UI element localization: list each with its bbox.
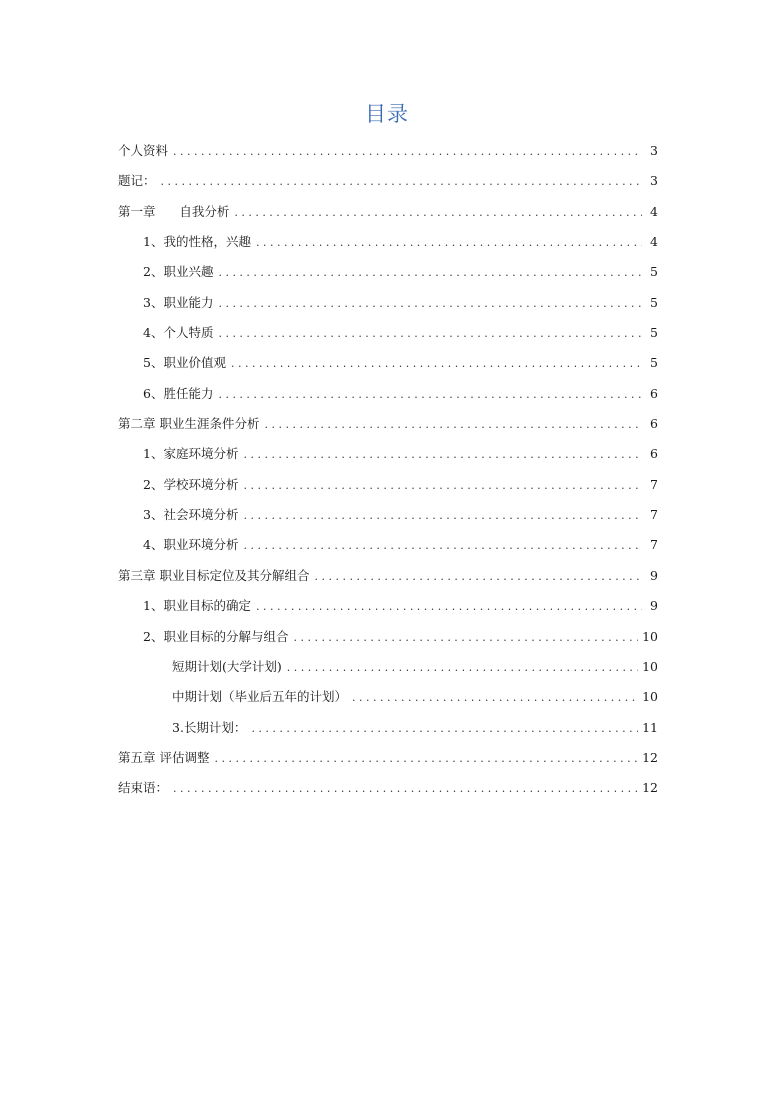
toc-dot-leader (214, 744, 638, 774)
toc-dot-leader (314, 562, 642, 592)
toc-dot-leader (251, 714, 638, 744)
toc-entry[interactable] (118, 136, 658, 166)
toc-dot-leader (256, 228, 642, 258)
toc-dot-leader (264, 410, 642, 440)
toc-entry-page-number: 9 (650, 567, 658, 583)
toc-entry-label: 结束语： (118, 780, 169, 796)
toc-entry[interactable] (118, 682, 658, 712)
toc-entry-label: 5、职业价值观 (143, 355, 226, 371)
toc-entry[interactable] (118, 530, 658, 560)
toc-entry-page-number: 12 (642, 780, 658, 796)
toc-entry-page-number: 7 (650, 476, 658, 492)
toc-entry-page-number: 12 (642, 749, 658, 765)
toc-entry[interactable] (118, 348, 658, 378)
toc-dot-leader (173, 774, 638, 804)
toc-entry-label: 个人资料 (118, 143, 169, 158)
toc-entry[interactable] (118, 227, 658, 257)
toc-entry-label: 第一章 自我分析 (118, 203, 230, 219)
toc-entry[interactable] (118, 561, 658, 591)
toc-entry[interactable] (118, 591, 658, 621)
toc-entry-page-number: 5 (650, 264, 658, 280)
toc-dot-leader (218, 289, 642, 319)
toc-entry-page-number: 10 (642, 628, 658, 644)
toc-dot-leader (243, 440, 642, 470)
toc-dot-leader (287, 653, 638, 683)
toc-entry-label: 3、社会环境分析 (143, 507, 239, 523)
toc-entry-page-number: 6 (650, 385, 658, 401)
toc-entry-label: 4、个人特质 (143, 325, 214, 341)
toc-dot-leader (243, 531, 642, 561)
toc-dot-leader (218, 258, 642, 288)
toc-entry-page-number: 4 (650, 234, 658, 250)
toc-dot-leader (243, 501, 642, 531)
toc-title: 目录 (365, 102, 409, 126)
toc-entry-page-number: 3 (650, 173, 658, 189)
toc-entry[interactable] (118, 439, 658, 469)
toc-entry-label: 短期计划(大学计划) (172, 658, 282, 674)
toc-entry-page-number: 3 (650, 143, 658, 158)
toc-entry-label: 1、我的性格，兴趣 (143, 234, 251, 250)
toc-entry-label: 2、职业目标的分解与组合 (143, 628, 289, 644)
toc-entry[interactable] (118, 713, 658, 743)
toc-entry[interactable] (118, 409, 658, 439)
toc-entry-label: 第二章 职业生涯条件分析 (118, 416, 260, 432)
toc-entry-page-number: 11 (642, 719, 658, 735)
toc-dot-leader (243, 471, 642, 501)
toc-entry-page-number: 9 (650, 598, 658, 614)
toc-entry[interactable] (118, 379, 658, 409)
toc-entry-label: 题记： (118, 173, 156, 189)
toc-list (118, 136, 658, 804)
toc-entry-page-number: 5 (650, 325, 658, 341)
toc-entry-page-number: 6 (650, 416, 658, 432)
toc-entry-page-number: 5 (650, 355, 658, 371)
toc-dot-leader (173, 137, 642, 167)
toc-entry-page-number: 6 (650, 446, 658, 462)
toc-dot-leader (218, 319, 642, 349)
toc-entry-label: 1、职业目标的确定 (143, 598, 251, 614)
toc-entry-label: 中期计划（毕业后五年的计划） (172, 689, 348, 705)
toc-entry-label: 2、学校环境分析 (143, 476, 239, 492)
toc-entry-page-number: 10 (642, 658, 658, 674)
toc-entry-label: 第三章 职业目标定位及其分解组合 (118, 567, 310, 583)
toc-entry[interactable] (118, 652, 658, 682)
toc-entry[interactable] (118, 197, 658, 227)
toc-entry[interactable] (118, 318, 658, 348)
toc-entry-page-number: 10 (642, 689, 658, 705)
toc-entry-label: 6、胜任能力 (143, 385, 214, 401)
toc-dot-leader (161, 167, 642, 197)
toc-entry-label: 3.长期计划： (172, 719, 247, 735)
toc-entry-page-number: 4 (650, 203, 658, 219)
toc-entry-label: 1、家庭环境分析 (143, 446, 239, 462)
toc-dot-leader (256, 592, 642, 622)
toc-dot-leader (231, 349, 642, 379)
toc-entry[interactable] (118, 773, 658, 803)
toc-entry[interactable] (118, 166, 658, 196)
toc-dot-leader (234, 198, 642, 228)
toc-entry-label: 4、职业环境分析 (143, 537, 239, 553)
toc-dot-leader (218, 380, 642, 410)
toc-entry-page-number: 7 (650, 537, 658, 553)
toc-entry-label: 2、职业兴趣 (143, 264, 214, 280)
toc-dot-leader (352, 683, 638, 713)
toc-entry[interactable] (118, 743, 658, 773)
toc-entry-page-number: 7 (650, 507, 658, 523)
toc-dot-leader (293, 623, 638, 653)
toc-entry[interactable] (118, 470, 658, 500)
toc-entry-label: 3、职业能力 (143, 294, 214, 310)
toc-entry[interactable] (118, 288, 658, 318)
toc-entry[interactable] (118, 622, 658, 652)
toc-entry[interactable] (118, 257, 658, 287)
toc-entry-label: 第五章 评估调整 (118, 749, 210, 765)
toc-entry[interactable] (118, 500, 658, 530)
toc-entry-page-number: 5 (650, 294, 658, 310)
